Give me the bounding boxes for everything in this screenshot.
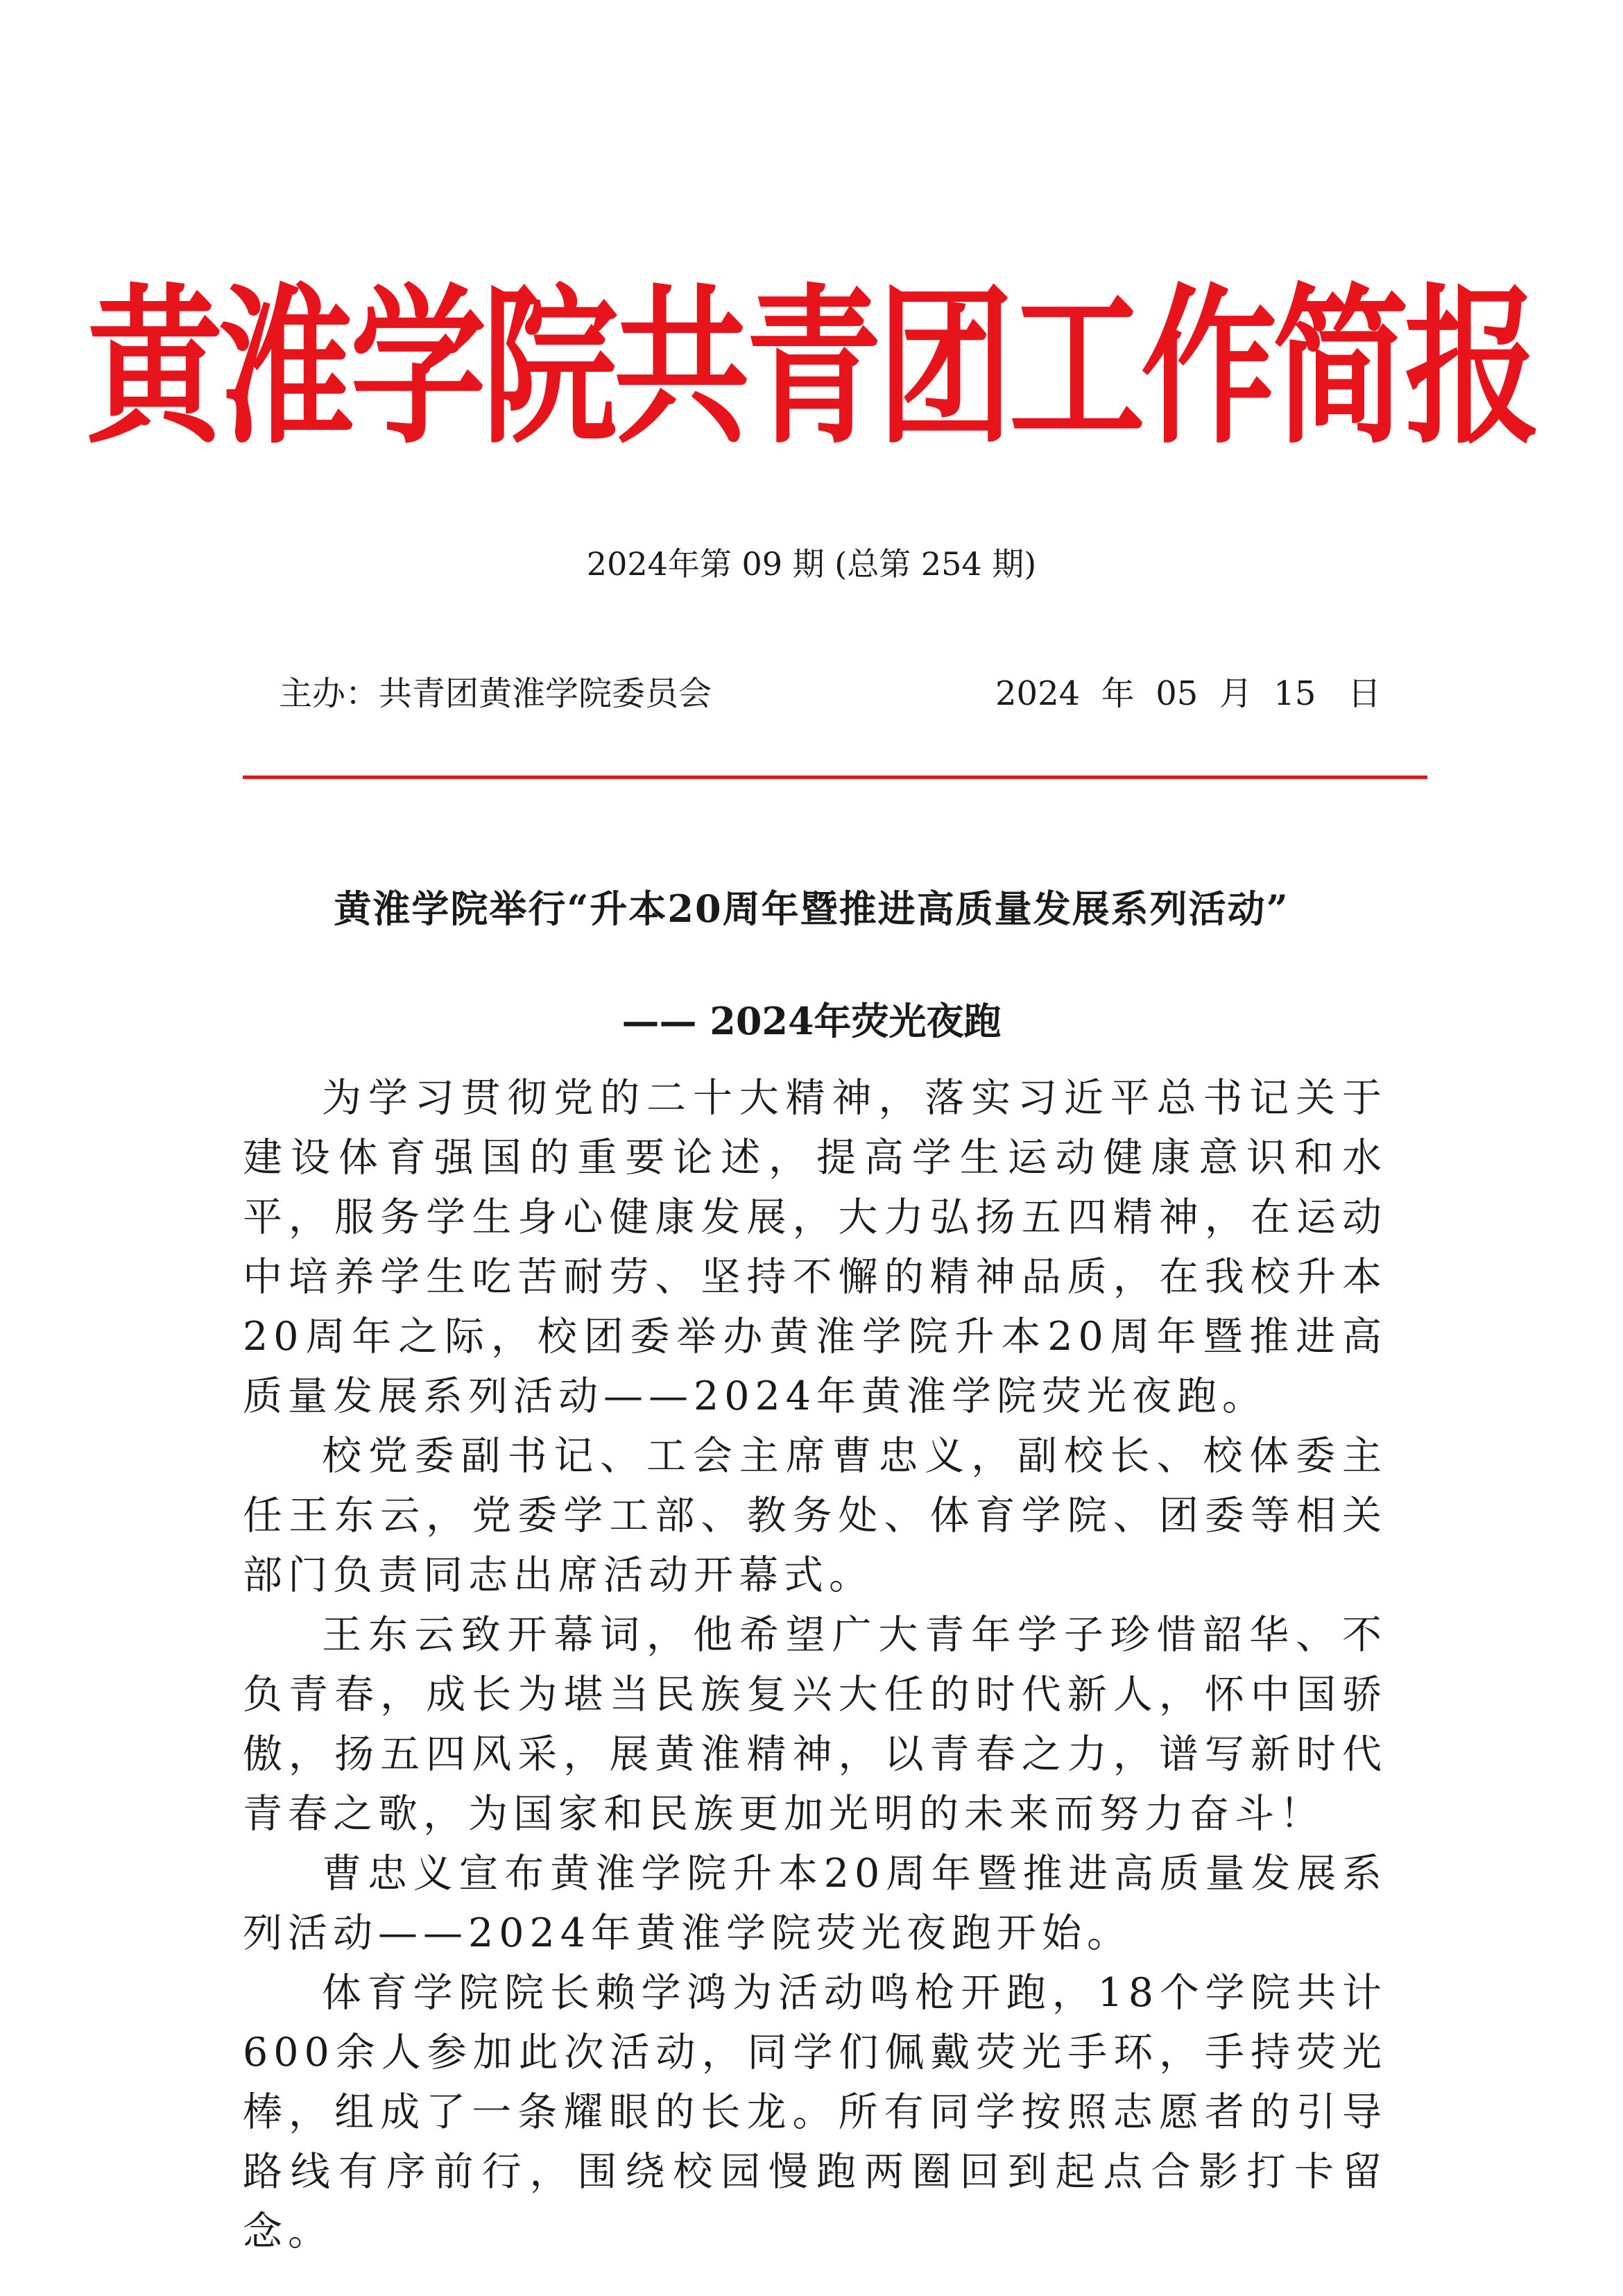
- article-paragraph: 为学习贯彻党的二十大精神，落实习近平总书记关于建设体育强国的重要论述，提高学生运动健康意识和水平，服务学生身心健康发展，大力弘扬五四精神，在运动中培养学生吃苦耐劳、坚持不懈的精神品质，在我校升本20周年之际，校团委举办黄淮学院升本20周年暨推进高质量发展系列活动——2024年黄淮学院荧光夜跑。: [243, 1075, 1387, 1419]
- article-title: 黄淮学院举行“升本20周年暨推进高质量发展系列活动”: [334, 886, 1289, 931]
- masthead-title: 黄淮学院共青团工作简报: [86, 269, 1536, 468]
- article-body: [243, 1068, 1387, 2261]
- issue-number: 2024年第 09 期 (总第 254 期): [586, 545, 1037, 583]
- article-paragraph: 王东云致开幕词，他希望广大青年学子珍惜韶华、不负青春，成长为堪当民族复兴大任的时代新人，怀中国骄傲，扬五四风采，展黄淮精神，以青春之力，谱写新时代青春之歌，为国家和民族更加光明的未来而努力奋斗！: [243, 1612, 1387, 1837]
- article-subtitle: —— 2024年荧光夜跑: [621, 999, 1002, 1043]
- article-paragraph: 体育学院院长赖学鸿为活动鸣枪开跑，18个学院共计600余人参加此次活动，同学们佩戴荧光手环，手持荧光棒，组成了一条耀眼的长龙。所有同学按照志愿者的引导路线有序前行，围绕校园慢跑两圈回到起点合影打卡留念。: [243, 1970, 1387, 2254]
- article-paragraph: 曹忠义宣布黄淮学院升本20周年暨推进高质量发展系列活动——2024年黄淮学院荧光夜跑开始。: [243, 1851, 1387, 1956]
- article-paragraph: 校党委副书记、工会主席曹忠义，副校长、校体委主任王东云，党委学工部、教务处、体育学院、团委等相关部门负责同志出席活动开幕式。: [243, 1433, 1387, 1598]
- publish-date: 2024 年 05 月 15 日: [995, 674, 1382, 713]
- header-divider: [243, 776, 1427, 779]
- sponsor-line: 主办：共青团黄淮学院委员会: [279, 674, 712, 713]
